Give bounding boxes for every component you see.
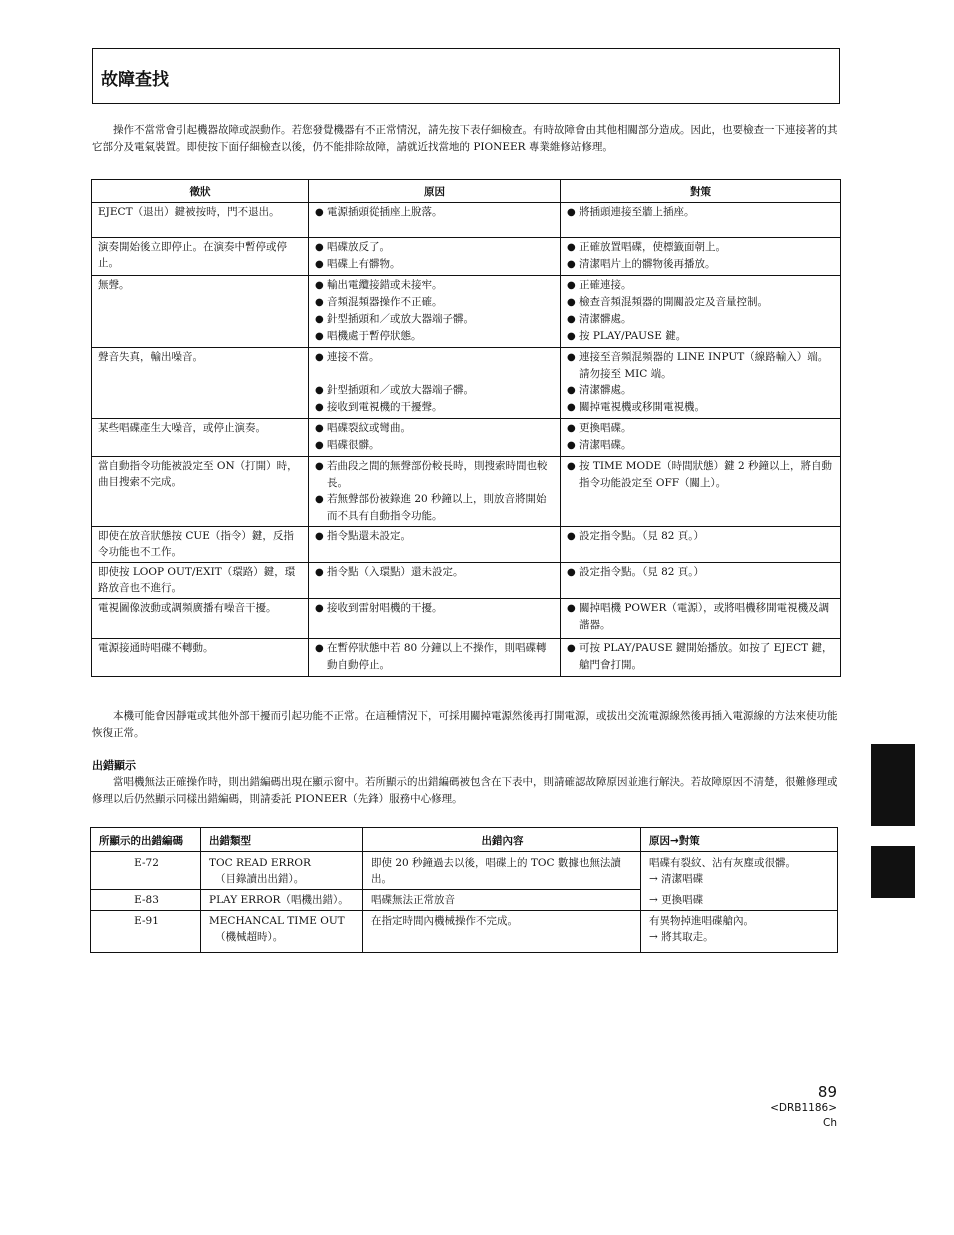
cause-item: ● 輸出電纜接錯或未接牢。 — [315, 277, 554, 294]
cause-item: ● 唱碟上有髒物。 — [315, 256, 554, 273]
error-remedy: → 清潔唱碟 — [649, 873, 704, 885]
remedy-item: ● 正確連接。 — [567, 277, 834, 294]
error-code: E-91 — [91, 911, 201, 953]
page-number: 89 — [817, 1083, 837, 1101]
remedy-cell — [561, 457, 841, 527]
remedy-item: ● 更換唱碟。 — [567, 420, 834, 437]
error-code: E-72 — [91, 852, 201, 890]
remedy-item: ● 清潔唱片上的髒物後再播放。 — [567, 256, 834, 273]
error-type — [201, 911, 363, 953]
error-code-table — [90, 827, 838, 953]
cause-item: ● 連接不當。 — [315, 349, 554, 366]
intro-text: 操作不當常會引起機器故障或誤動作。若您發覺機器有不正常情況，請先按下表仔細檢查。有時故障會由其他相關部分造成。因此，也要檢查一下連接著的其它部分及電氣裝置。即使按下面仔細檢查以後，仍不能排除故障，請就近找當地的 PIONEER 專業維修站修理。 — [92, 124, 838, 153]
error-remedy: → 將其取走。 — [649, 931, 714, 943]
title-box — [92, 48, 840, 104]
error-content: 唱碟無法正常放音 — [363, 890, 641, 911]
remedy-item: ● 清潔唱碟。 — [567, 437, 834, 454]
remedy-item: ● 正確放置唱碟，使標籤面朝上。 — [567, 239, 834, 256]
remedy-cell — [561, 527, 841, 563]
cause-cell — [309, 639, 561, 677]
symptom-cell: EJECT（退出）鍵被按時，門不退出。 — [92, 203, 309, 238]
cause-item: ● 唱碟裂紋或彎曲。 — [315, 420, 554, 437]
troubleshooting-table — [91, 179, 841, 677]
cause-item: ● 在暫停狀態中若 80 分鐘以上不操作，則唱碟轉動自動停止。 — [315, 640, 554, 673]
cause-item: ● 接收到電視機的干擾聲。 — [315, 399, 554, 416]
table-row — [92, 599, 841, 639]
symptom-cell: 無聲。 — [92, 276, 309, 348]
cause-cell — [309, 599, 561, 639]
table-row — [91, 852, 838, 890]
remedy-cell — [561, 348, 841, 419]
remedy-cell — [561, 419, 841, 457]
table-row — [91, 890, 838, 911]
intro-paragraph — [92, 122, 842, 156]
error-type-sub: （目錄讀出出錯）。 — [215, 873, 305, 885]
remedy-cell — [561, 563, 841, 599]
symptom-cell: 即使在放音狀態按 CUE（指令）鍵，反指令功能也不工作。 — [92, 527, 309, 563]
cause-item: ● 唱機處于暫停狀態。 — [315, 328, 554, 345]
symptom-cell: 聲音失真，輸出噪音。 — [92, 348, 309, 419]
cause-cell — [309, 563, 561, 599]
cause-item: ● 音頻混頻器操作不正確。 — [315, 294, 554, 311]
remedy-item: ● 清潔髒處。 — [567, 382, 834, 399]
table-row — [92, 639, 841, 677]
remedy-item: ● 可按 PLAY/PAUSE 鍵開始播放。如按了 EJECT 鍵，艙門會打開。 — [567, 640, 834, 673]
error-cause-remedy — [641, 911, 838, 953]
remedy-item: ● 按 TIME MODE（時間狀態）鍵 2 秒鐘以上，將自動指令功能設定至 OFF（關上）。 — [567, 458, 834, 491]
cause-cell — [309, 457, 561, 527]
header-error-code: 所顯示的出錯編碼 — [91, 828, 201, 852]
remedy-cell — [561, 276, 841, 348]
table-header-row — [92, 180, 841, 203]
error-type-sub: （機械超時）。 — [215, 931, 284, 943]
symptom-cell: 即使按 LOOP OUT/EXIT（環路）鍵，環路放音也不進行。 — [92, 563, 309, 599]
header-cause: 原因 — [309, 180, 561, 203]
remedy-cell — [561, 238, 841, 276]
error-section-heading: 出錯顯示 — [92, 759, 136, 772]
symptom-cell: 某些唱碟產生大噪音，或停止演奏。 — [92, 419, 309, 457]
remedy-cell — [561, 639, 841, 677]
error-cause: 有異物掉進唱碟艙內。 — [649, 915, 754, 927]
remedy-item: ● 將插頭連接至牆上插座。 — [567, 204, 834, 221]
remedy-item: ● 連接至音頻混頻器的 LINE INPUT（線路輸入）端。請勿接至 MIC 端。 — [567, 349, 834, 382]
cause-item: ● 接收到雷射唱機的干擾。 — [315, 600, 554, 617]
cause-cell — [309, 527, 561, 563]
table-row — [92, 457, 841, 527]
header-symptom: 徵狀 — [92, 180, 309, 203]
section-tab-marker — [871, 846, 915, 898]
remedy-cell — [561, 599, 841, 639]
cause-item: ● 電源插頭從插座上脫落。 — [315, 204, 554, 221]
page-title: 故障查找 — [101, 70, 169, 90]
cause-cell — [309, 419, 561, 457]
cause-item: ● 唱碟放反了。 — [315, 239, 554, 256]
symptom-cell: 電源接通時唱碟不轉動。 — [92, 639, 309, 677]
error-section-paragraph — [92, 774, 842, 808]
remedy-item: ● 設定指令點。（見 82 頁。） — [567, 528, 834, 545]
remedy-item: ● 按 PLAY/PAUSE 鍵。 — [567, 328, 834, 345]
static-note-paragraph — [92, 708, 842, 742]
error-remedy: → 更換唱碟 — [649, 893, 704, 906]
header-error-content: 出錯內容 — [363, 828, 641, 852]
error-code: E-83 — [91, 890, 201, 911]
header-error-type: 出錯類型 — [201, 828, 363, 852]
symptom-cell: 電視圖像波動或調頻廣播有噪音干擾。 — [92, 599, 309, 639]
cause-item: ● 指令點（入環點）還未設定。 — [315, 564, 554, 581]
remedy-item: ● 設定指令點。（見 82 頁。） — [567, 564, 834, 581]
cause-cell — [309, 238, 561, 276]
error-cause-remedy — [641, 852, 838, 890]
error-content: 即使 20 秒鐘過去以後，唱碟上的 TOC 數據也無法讀出。 — [363, 852, 641, 890]
table-row — [92, 527, 841, 563]
error-header-row — [91, 828, 838, 852]
error-type — [201, 852, 363, 890]
section-tab-marker — [871, 744, 915, 826]
remedy-item: ● 關掉唱機 POWER（電源），或將唱機移開電視機及調諧器。 — [567, 600, 834, 633]
remedy-item: ● 檢查音頻混頻器的開關設定及音量控制。 — [567, 294, 834, 311]
static-note-text: 本機可能會因靜電或其他外部干擾而引起功能不正常。在這種情況下，可採用關掉電源然後再打開電源，或拔出交流電源線然後再插入電源線的方法來使功能恢復正常。 — [92, 710, 838, 739]
cause-item: ● 若無聲部份被錄進 20 秒鐘以上，則放音將開始而不具有自動指令功能。 — [315, 491, 554, 524]
cause-item: ● 針型插頭和／或放大器端子髒。 — [315, 382, 554, 399]
remedy-item: ● 關掉電視機或移開電視機。 — [567, 399, 834, 416]
error-type: PLAY ERROR（唱機出錯）。 — [201, 890, 363, 911]
cause-cell — [309, 203, 561, 238]
table-row — [92, 276, 841, 348]
error-content: 在指定時間內機械操作不完成。 — [363, 911, 641, 953]
cause-item: ● 若曲段之間的無聲部份較長時，則搜索時間也較長。 — [315, 458, 554, 491]
table-row — [92, 203, 841, 238]
document-code: <DRB1186> — [770, 1102, 837, 1114]
cause-item: ● 針型插頭和／或放大器端子髒。 — [315, 311, 554, 328]
error-type-name: TOC READ ERROR — [209, 857, 311, 869]
table-row — [92, 238, 841, 276]
cause-cell — [309, 276, 561, 348]
cause-item: ● 指令點還未設定。 — [315, 528, 554, 545]
error-cause: 唱碟有裂紋、沾有灰塵或很髒。 — [649, 857, 796, 869]
table-row — [92, 563, 841, 599]
table-row — [92, 348, 841, 419]
remedy-cell — [561, 203, 841, 238]
error-section-text: 當唱機無法正確操作時，則出錯編碼出現在顯示窗中。若所顯示的出錯編碼被包含在下表中，則請確認故障原因並進行解決。若故障原因不清楚，很難修理或修理以后仍然顯示同樣出錯編碼，則請委託 PIONEER（先鋒）服務中心修理。 — [92, 776, 838, 805]
language-code: Ch — [823, 1117, 837, 1129]
symptom-cell: 演奏開始後立即停止。在演奏中暫停或停止。 — [92, 238, 309, 276]
header-cause-remedy: 原因→對策 — [641, 828, 838, 852]
remedy-item: ● 清潔髒處。 — [567, 311, 834, 328]
cause-item: ● 唱碟很髒。 — [315, 437, 554, 454]
cause-cell — [309, 348, 561, 419]
symptom-cell: 當自動指令功能被設定至 ON（打開）時，曲目搜索不完成。 — [92, 457, 309, 527]
error-type-name: MECHANCAL TIME OUT — [209, 915, 345, 927]
table-row — [92, 419, 841, 457]
error-cause-remedy — [641, 890, 838, 911]
header-remedy: 對策 — [561, 180, 841, 203]
table-row — [91, 911, 838, 953]
